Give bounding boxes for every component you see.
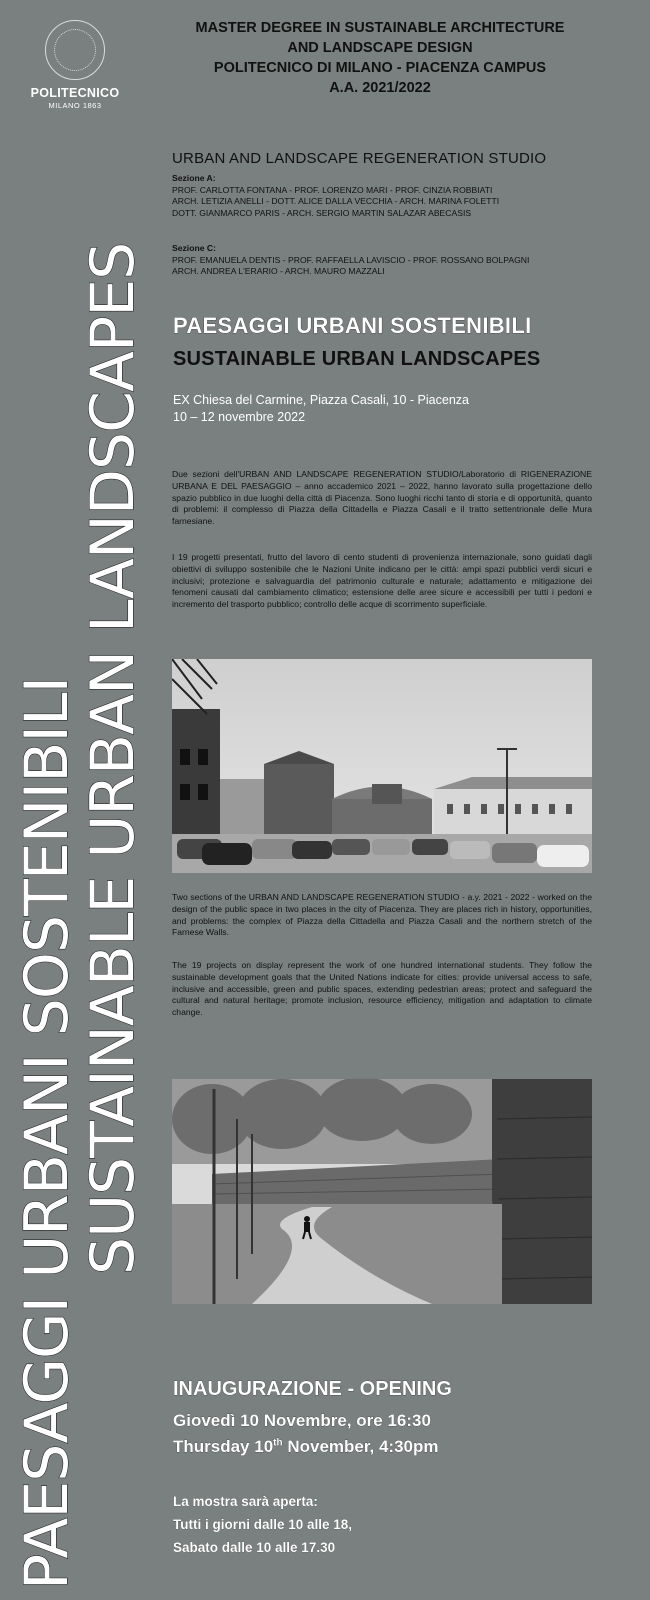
section-c-line: ARCH. ANDREA L'ERARIO - ARCH. MAURO MAZZALI: [172, 266, 385, 276]
section-a-line: DOTT. GIANMARCO PARIS - ARCH. SERGIO MARTIN SALAZAR ABECASIS: [172, 207, 472, 218]
header-line-2: AND LANDSCAPE DESIGN: [287, 40, 473, 56]
section-c-heading: Sezione C:: [172, 243, 216, 253]
section-a-line: ARCH. LETIZIA ANELLI - DOTT. ALICE DALLA VECCHIA - ARCH. MARINA FOLETTI: [172, 196, 500, 206]
date-en-prefix: Thursday 10: [173, 1437, 274, 1456]
piazza-cittadella-photo: [172, 659, 592, 873]
exhibition-title: PAESAGGI URBANI SOSTENIBILI: [173, 313, 532, 338]
section-c-line: PROF. EMANUELA DENTIS - PROF. RAFFAELLA LAVISCIO - PROF. ROSSANO BOLPAGNI: [172, 254, 530, 265]
header-line-4: A.A. 2021/2022: [329, 80, 431, 96]
hours-line-2: Tutti i giorni dalle 10 alle 18,: [173, 1517, 353, 1532]
date-en-ordinal: th: [273, 1437, 283, 1449]
section-a-heading: Sezione A:: [172, 173, 216, 183]
hours-line-3: Sabato dalle 10 alle 17.30: [173, 1540, 336, 1555]
section-a-line: PROF. CARLOTTA FONTANA - PROF. LORENZO MARI - PROF. CINZIA ROBBIATI: [172, 184, 493, 195]
opening-date-italian: Giovedì 10 Novembre, ore 16:30: [173, 1411, 431, 1430]
english-paragraph-1: Two sections of the URBAN AND LANDSCAPE REGENERATION STUDIO - a.y. 2021 - 2022 - worked on the design of the public space in two places in the city of Piacenza. They are places rich in history, opportunities, and problems: the complex of Piazza della Cittadella and Piazza Casali and the northern stretch of the Farnese Walls.: [172, 892, 592, 938]
venue-info: [173, 392, 469, 426]
opening-hours: [173, 1490, 352, 1559]
italian-paragraph-1: Due sezioni dell'URBAN AND LANDSCAPE REGENERATION STUDIO/Laboratorio di RIGENERAZIONE URBANA E DEL PAESAGGIO – anno accademico 2021 – 2022, hanno lavorato sulla progettazione dello spazio pubblico in due luoghi della città di Piacenza. Sono luoghi ricchi tanto di storia e di opportunità, quanto di problemi: il complesso di Piazza della Cittadella e Piazza Casali e il tratto settentrionale delle Mura farnesiane.: [172, 469, 592, 527]
logo-subtitle: MILANO 1863: [48, 101, 102, 110]
section-a-credits: [172, 173, 499, 219]
vertical-title-english: SUSTAINABLE URBAN LANDSCAPES: [78, 242, 148, 1275]
vertical-title-italian: PAESAGGI URBANI SOSTENIBILI: [12, 676, 82, 1590]
section-c-credits: [172, 243, 529, 278]
exhibition-subtitle: SUSTAINABLE URBAN LANDSCAPES: [173, 348, 541, 370]
venue-place: EX Chiesa del Carmine, Piazza Casali, 10 - Piacenza: [173, 393, 469, 407]
logo-name: POLITECNICO: [30, 86, 120, 100]
program-header: [170, 18, 590, 98]
date-en-suffix: November, 4:30pm: [282, 1437, 439, 1456]
opening-date-english: [173, 1437, 439, 1457]
italian-paragraph-2: I 19 progetti presentati, frutto del lavoro di cento studenti di provenienza internazionale, sono guidati dagli obiettivi di sviluppo sostenibile che le Nazioni Unite indicano per le città: ampi spazi pubblici verdi sicuri e inclusivi; protezione e salvaguardia del patrimonio culturale e naturale; adattamento e mitigazione dei fenomeni causati dal cambiamento climatico; estensione delle aree sicure e accessibili per tutti i pedoni e incremento del trasporto pubblico; controllo delle acque di scorrimento superficiale.: [172, 552, 592, 610]
vertical-title-block: [0, 0, 160, 1600]
header-line-1: MASTER DEGREE IN SUSTAINABLE ARCHITECTURE: [195, 20, 565, 36]
header-line-3: POLITECNICO DI MILANO - PIACENZA CAMPUS: [213, 60, 547, 76]
farnese-walls-photo: [172, 1079, 592, 1304]
english-paragraph-2: The 19 projects on display represent the work of one hundred international students. They follow the sustainable development goals that the United Nations indicate for cities: provide universal access to safe, inclusive and accessible, green and public spaces, extending pedestrian areas; protect and safeguard the cultural and natural heritage; promote inclusion, resource efficiency, mitigation and adaptation to climate change.: [172, 960, 592, 1018]
studio-title: URBAN AND LANDSCAPE REGENERATION STUDIO: [172, 150, 547, 167]
hours-line-1: La mostra sarà aperta:: [173, 1494, 318, 1509]
venue-dates: 10 – 12 novembre 2022: [173, 410, 306, 424]
opening-title: INAUGURAZIONE - OPENING: [173, 1378, 452, 1400]
